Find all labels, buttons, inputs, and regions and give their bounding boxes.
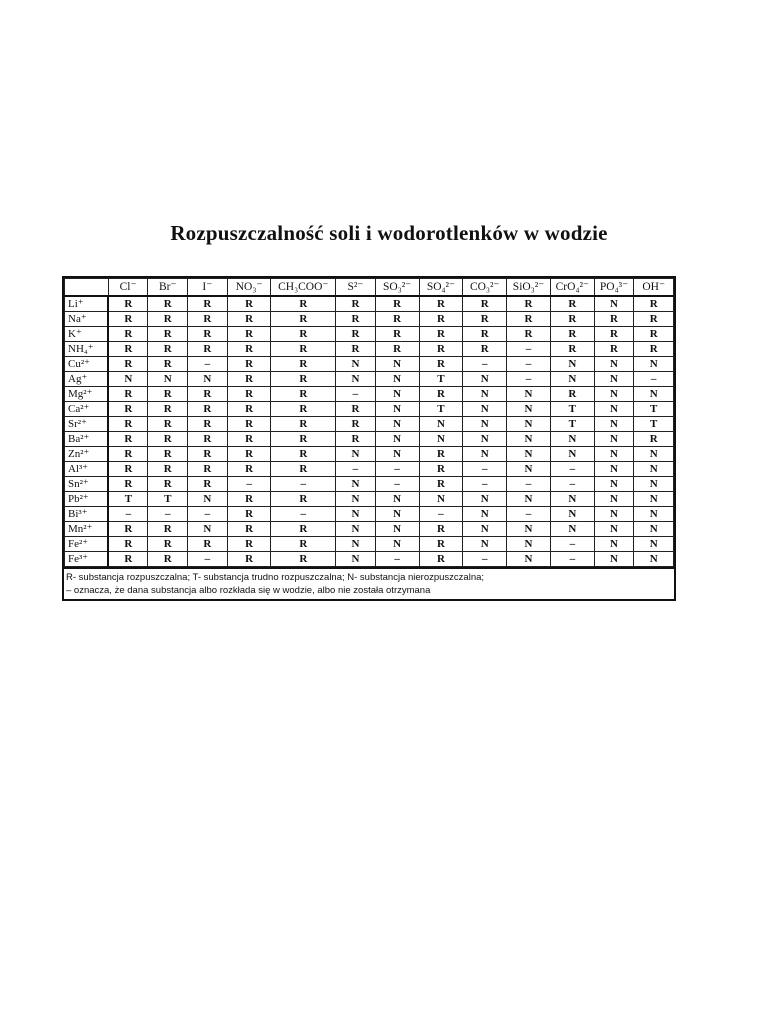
solubility-cell: T [419,372,463,387]
solubility-cell: R [550,312,594,327]
table-row [65,417,674,432]
cation-rows [65,296,674,567]
solubility-cell: – [375,552,419,567]
solubility-cell: R [227,387,271,402]
solubility-cell: R [148,477,188,492]
cation-label: Mn²⁺ [65,522,109,537]
solubility-cell: N [375,432,419,447]
solubility-cell: – [507,342,551,357]
solubility-cell: R [227,312,271,327]
solubility-cell: T [634,417,674,432]
cation-label: Ag⁺ [65,372,109,387]
solubility-cell: N [594,357,634,372]
solubility-cell: N [188,372,228,387]
solubility-cell: N [594,432,634,447]
solubility-cell: R [148,552,188,567]
solubility-cell: R [336,402,376,417]
anion-header: CrO₄²⁻ [550,279,594,297]
solubility-cell: N [550,507,594,522]
solubility-cell: N [594,462,634,477]
solubility-cell: R [148,342,188,357]
solubility-cell: – [188,552,228,567]
solubility-cell: R [188,417,228,432]
solubility-cell: N [594,447,634,462]
solubility-cell: R [336,432,376,447]
solubility-cell: N [507,552,551,567]
anion-header: S²⁻ [336,279,376,297]
cation-label: Fe³⁺ [65,552,109,567]
solubility-cell: R [634,342,674,357]
table-row [65,432,674,447]
solubility-cell: R [108,357,148,372]
solubility-cell: R [148,522,188,537]
solubility-cell: R [188,387,228,402]
solubility-cell: R [634,312,674,327]
solubility-cell: R [227,522,271,537]
corner-cell [65,279,109,297]
solubility-cell: R [108,417,148,432]
anion-header: NO₃⁻ [227,279,271,297]
solubility-cell: N [463,387,507,402]
solubility-cell: N [463,507,507,522]
table-row [65,387,674,402]
table-row [65,402,674,417]
solubility-cell: T [634,402,674,417]
solubility-cell: R [108,537,148,552]
solubility-cell: N [634,462,674,477]
solubility-cell: – [336,462,376,477]
solubility-cell: R [463,342,507,357]
solubility-cell: N [336,357,376,372]
solubility-cell: R [594,327,634,342]
table-row [65,312,674,327]
solubility-cell: – [507,357,551,372]
table-row [65,477,674,492]
table-row [65,372,674,387]
solubility-cell: N [507,522,551,537]
solubility-cell: – [271,507,336,522]
solubility-cell: N [463,432,507,447]
anion-header: Cl⁻ [108,279,148,297]
solubility-cell: R [419,462,463,477]
solubility-cell: R [419,387,463,402]
solubility-cell: N [336,447,376,462]
solubility-cell: R [188,312,228,327]
solubility-cell: R [108,312,148,327]
solubility-cell: R [463,296,507,312]
table-row [65,537,674,552]
solubility-cell: R [634,327,674,342]
table-row [65,447,674,462]
solubility-cell: – [188,507,228,522]
solubility-cell: N [336,537,376,552]
solubility-cell: N [148,372,188,387]
anion-header-row [65,279,674,297]
solubility-cell: N [463,537,507,552]
cation-label: K⁺ [65,327,109,342]
solubility-cell: N [108,372,148,387]
solubility-cell: – [375,462,419,477]
solubility-cell: – [550,552,594,567]
solubility-cell: N [336,522,376,537]
solubility-cell: R [188,462,228,477]
solubility-cell: R [227,357,271,372]
solubility-cell: N [463,372,507,387]
solubility-cell: – [507,507,551,522]
solubility-cell: R [419,342,463,357]
solubility-cell: – [507,372,551,387]
solubility-cell: R [419,537,463,552]
solubility-cell: – [148,507,188,522]
solubility-cell: R [375,342,419,357]
solubility-cell: N [594,477,634,492]
solubility-cell: N [463,447,507,462]
solubility-cell: – [550,462,594,477]
solubility-cell: N [507,432,551,447]
solubility-cell: N [507,462,551,477]
anion-header: Br⁻ [148,279,188,297]
solubility-cell: N [507,447,551,462]
solubility-cell: R [188,296,228,312]
solubility-cell: N [463,402,507,417]
solubility-cell: N [550,447,594,462]
solubility-cell: N [336,492,376,507]
solubility-cell: R [148,462,188,477]
solubility-cell: R [148,296,188,312]
solubility-cell: R [271,552,336,567]
solubility-cell: R [634,296,674,312]
solubility-cell: R [336,296,376,312]
solubility-cell: R [227,372,271,387]
solubility-cell: N [419,492,463,507]
solubility-cell: R [271,447,336,462]
solubility-cell: – [108,507,148,522]
table-row [65,552,674,567]
solubility-cell: N [375,402,419,417]
solubility-cell: N [594,552,634,567]
solubility-cell: R [336,342,376,357]
solubility-cell: N [463,417,507,432]
solubility-cell: N [594,492,634,507]
solubility-cell: – [227,477,271,492]
solubility-cell: – [375,477,419,492]
solubility-cell: R [227,447,271,462]
solubility-cell: R [550,387,594,402]
cation-label: Zn²⁺ [65,447,109,462]
solubility-cell: R [188,327,228,342]
solubility-cell: R [375,296,419,312]
solubility-cell: N [594,507,634,522]
solubility-cell: R [108,342,148,357]
solubility-cell: R [188,477,228,492]
solubility-cell: N [594,417,634,432]
solubility-cell: R [550,296,594,312]
table-row [65,296,674,312]
solubility-cell: R [108,552,148,567]
solubility-cell: R [271,492,336,507]
solubility-cell: – [507,477,551,492]
solubility-cell: R [336,312,376,327]
solubility-cell: R [227,296,271,312]
solubility-cell: R [419,477,463,492]
solubility-cell: R [227,552,271,567]
solubility-cell: N [336,372,376,387]
solubility-cell: R [148,417,188,432]
table-row [65,522,674,537]
anion-header: I⁻ [188,279,228,297]
anion-header: OH⁻ [634,279,674,297]
solubility-cell: R [550,327,594,342]
solubility-cell: N [336,477,376,492]
solubility-cell: R [271,522,336,537]
solubility-cell: R [108,432,148,447]
table-row [65,492,674,507]
page-title: Rozpuszczalność soli i wodorotlenków w wodzie [170,221,608,245]
solubility-cell: R [108,522,148,537]
solubility-cell: R [634,432,674,447]
solubility-cell: R [148,327,188,342]
solubility-cell: T [550,402,594,417]
solubility-cell: N [375,492,419,507]
solubility-cell: N [550,357,594,372]
solubility-cell: – [463,552,507,567]
solubility-cell: N [375,372,419,387]
solubility-cell: – [271,477,336,492]
anion-header: CH₃COO⁻ [271,279,336,297]
cation-label: Mg²⁺ [65,387,109,402]
solubility-cell: – [634,372,674,387]
solubility-cell: N [634,492,674,507]
solubility-cell: R [271,462,336,477]
solubility-cell: – [550,537,594,552]
solubility-cell: N [419,417,463,432]
solubility-cell: N [188,492,228,507]
header-row [65,279,674,297]
solubility-cell: T [108,492,148,507]
solubility-cell: T [148,492,188,507]
solubility-cell: R [594,342,634,357]
solubility-cell: N [375,447,419,462]
solubility-cell: N [507,402,551,417]
solubility-cell: R [227,537,271,552]
solubility-cell: R [227,492,271,507]
cation-label: Fe²⁺ [65,537,109,552]
solubility-cell: – [550,477,594,492]
solubility-cell: R [227,507,271,522]
solubility-cell: R [108,477,148,492]
solubility-cell: N [375,507,419,522]
solubility-cell: R [271,402,336,417]
solubility-cell: R [108,462,148,477]
solubility-cell: R [507,312,551,327]
anion-header: SiO₃²⁻ [507,279,551,297]
solubility-cell: N [507,537,551,552]
cation-label: Sn²⁺ [65,477,109,492]
solubility-cell: R [271,387,336,402]
solubility-cell: N [375,387,419,402]
solubility-cell: R [188,402,228,417]
cation-label: Al³⁺ [65,462,109,477]
table-row [65,327,674,342]
solubility-cell: T [550,417,594,432]
solubility-cell: R [148,537,188,552]
solubility-cell: – [188,357,228,372]
solubility-cell: N [336,552,376,567]
solubility-cell: R [271,417,336,432]
solubility-cell: R [188,432,228,447]
solubility-cell: R [271,357,336,372]
solubility-cell: N [634,387,674,402]
solubility-cell: R [227,342,271,357]
solubility-cell: R [419,552,463,567]
cation-label: NH₄⁺ [65,342,109,357]
cation-label: Bi³⁺ [65,507,109,522]
cation-label: Cu²⁺ [65,357,109,372]
solubility-cell: N [375,357,419,372]
solubility-cell: N [375,537,419,552]
solubility-cell: R [419,357,463,372]
cation-label: Ba²⁺ [65,432,109,447]
solubility-cell: R [271,327,336,342]
cation-label: Na⁺ [65,312,109,327]
solubility-cell: N [419,432,463,447]
solubility-cell: R [336,417,376,432]
solubility-cell: R [227,462,271,477]
solubility-cell: R [419,296,463,312]
solubility-cell: R [550,342,594,357]
solubility-cell: R [419,327,463,342]
solubility-cell: N [550,522,594,537]
solubility-cell: N [634,507,674,522]
solubility-cell: R [108,327,148,342]
solubility-cell: N [550,372,594,387]
solubility-cell: R [188,342,228,357]
solubility-cell: N [594,537,634,552]
table-row [65,342,674,357]
solubility-cell: N [507,492,551,507]
solubility-cell: R [108,402,148,417]
solubility-cell: N [594,387,634,402]
cation-label: Sr²⁺ [65,417,109,432]
anion-header: SO₃²⁻ [375,279,419,297]
solubility-cell: – [463,477,507,492]
solubility-cell: N [634,522,674,537]
legend-line-2: – oznacza, że dana substancja albo rozkłada się w wodzie, albo nie została otrzymana [66,585,431,596]
cation-label: Li⁺ [65,296,109,312]
solubility-cell: R [148,432,188,447]
solubility-cell: N [463,492,507,507]
solubility-cell: N [594,372,634,387]
solubility-cell: N [594,402,634,417]
cation-label: Ca²⁺ [65,402,109,417]
solubility-cell: – [336,387,376,402]
anion-header: SO₄²⁻ [419,279,463,297]
solubility-cell: R [227,402,271,417]
table-row [65,462,674,477]
solubility-cell: R [419,447,463,462]
solubility-cell: N [634,447,674,462]
table-row [65,357,674,372]
legend-line-1: R- substancja rozpuszczalna; T- substancja trudno rozpuszczalna; N- substancja nierozpuszczalna; [66,572,485,583]
solubility-cell: – [463,462,507,477]
solubility-cell: N [336,507,376,522]
solubility-cell: N [594,296,634,312]
solubility-cell: R [271,537,336,552]
solubility-cell: N [594,522,634,537]
solubility-cell: R [188,537,228,552]
solubility-cell: N [507,387,551,402]
solubility-cell: R [375,312,419,327]
solubility-cell: R [271,296,336,312]
solubility-cell: R [375,327,419,342]
solubility-cell: R [271,342,336,357]
solubility-table-frame [62,276,676,601]
solubility-cell: R [227,327,271,342]
solubility-cell: R [148,387,188,402]
solubility-cell: R [271,312,336,327]
solubility-cell: R [463,327,507,342]
solubility-cell: R [108,387,148,402]
solubility-cell: R [148,312,188,327]
solubility-cell: N [634,477,674,492]
solubility-cell: – [463,357,507,372]
solubility-cell: R [419,522,463,537]
solubility-cell: R [594,312,634,327]
anion-header: PO₄³⁻ [594,279,634,297]
solubility-cell: R [419,312,463,327]
solubility-cell: N [188,522,228,537]
solubility-cell: R [463,312,507,327]
solubility-cell: N [550,492,594,507]
solubility-cell: R [148,402,188,417]
solubility-cell: R [271,372,336,387]
anion-header: CO₃²⁻ [463,279,507,297]
solubility-cell: – [419,507,463,522]
solubility-cell: N [507,417,551,432]
solubility-cell: R [188,447,228,462]
solubility-cell: N [550,432,594,447]
solubility-cell: R [227,417,271,432]
solubility-cell: T [419,402,463,417]
solubility-cell: R [336,327,376,342]
solubility-cell: R [507,327,551,342]
solubility-cell: R [148,357,188,372]
solubility-cell: N [634,537,674,552]
solubility-cell: R [108,447,148,462]
legend [64,567,674,599]
solubility-cell: R [148,447,188,462]
solubility-cell: R [507,296,551,312]
solubility-cell: N [375,522,419,537]
solubility-cell: N [375,417,419,432]
solubility-cell: R [271,432,336,447]
solubility-cell: N [634,357,674,372]
solubility-cell: R [108,296,148,312]
table-row [65,507,674,522]
solubility-cell: N [463,522,507,537]
solubility-cell: N [634,552,674,567]
solubility-cell: R [227,432,271,447]
solubility-table [64,278,674,567]
cation-label: Pb²⁺ [65,492,109,507]
